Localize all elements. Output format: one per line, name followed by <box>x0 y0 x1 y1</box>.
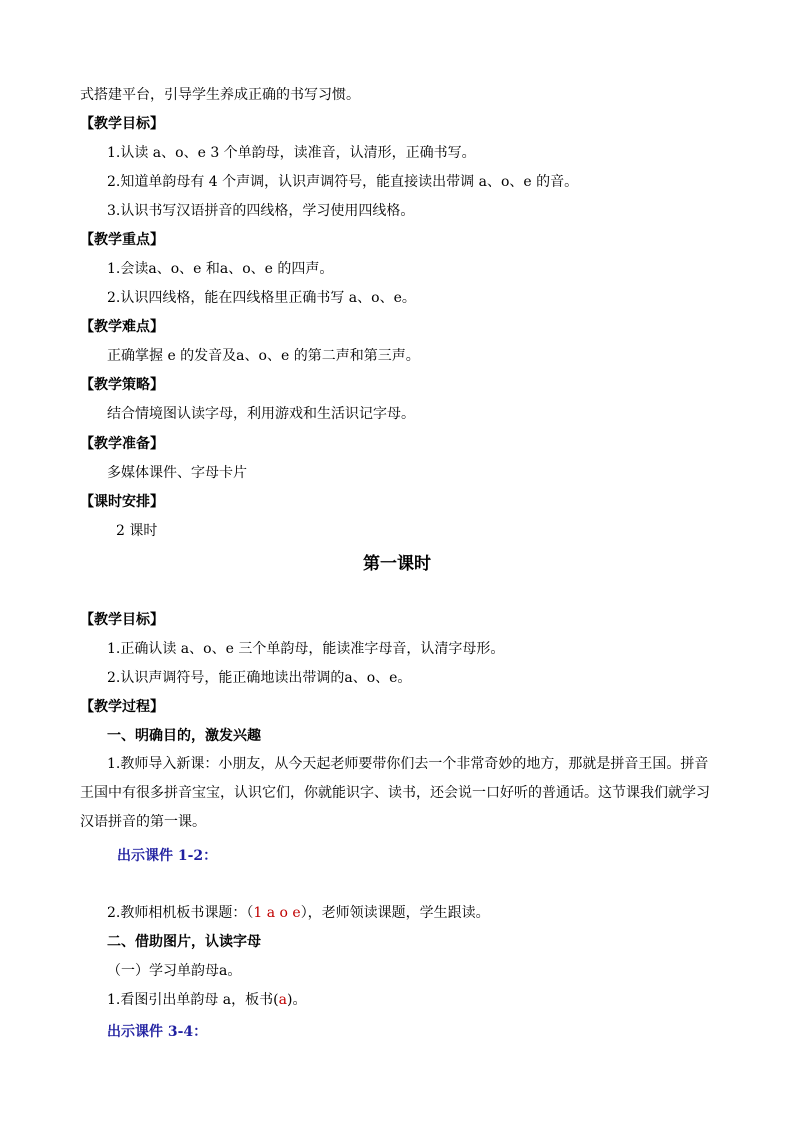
key-point-item: 2.认识四线格，能在四线格里正确书写 a、o、e。 <box>107 290 416 306</box>
step2-item1-post: )。 <box>286 992 307 1008</box>
schedule-text: 2 课时 <box>116 523 158 539</box>
goal-item: 3.认识书写汉语拼音的四线格，学习使用四线格。 <box>107 203 415 219</box>
strategy-text: 结合情境图认读字母，利用游戏和生活识记字母。 <box>107 406 415 422</box>
show-courseware-1: 出示课件 1-2： <box>117 848 218 864</box>
step2-item1-pre: 1.看图引出单韵母 a，板书( <box>107 992 279 1008</box>
step2-item1 <box>107 990 306 1010</box>
lesson-title-board: 1 a o e <box>253 905 301 921</box>
step2-heading: 二、借助图片，认读字母 <box>107 934 261 950</box>
lesson-goals-heading: 【教学目标】 <box>80 612 164 628</box>
difficulties-heading: 【教学难点】 <box>80 319 164 335</box>
lesson-title: 第一课时 <box>363 554 431 574</box>
step1-item2-pre: 2.教师相机板书课题：（ <box>107 905 254 921</box>
strategy-heading: 【教学策略】 <box>80 377 164 393</box>
step1-item2 <box>107 903 490 923</box>
show-courseware-2: 出示课件 3-4： <box>107 1024 208 1040</box>
schedule-heading: 【课时安排】 <box>80 494 164 510</box>
intro-tail-text: 式搭建平台，引导学生养成正确的书写习惯。 <box>80 87 360 103</box>
lesson-goal-item: 1.正确认读 a、o、e 三个单韵母，能读准字母音，认清字母形。 <box>107 641 505 657</box>
step1-heading: 一、明确目的，激发兴趣 <box>107 728 261 744</box>
board-letter-a: a <box>278 992 287 1008</box>
key-points-heading: 【教学重点】 <box>80 232 164 248</box>
process-heading: 【教学过程】 <box>80 699 164 715</box>
lesson-goal-item: 2.认识声调符号，能正确地读出带调的a、o、e。 <box>107 670 412 686</box>
goals-heading: 【教学目标】 <box>80 116 164 132</box>
key-point-item: 1.会读a、o、e 和a、o、e 的四声。 <box>107 261 334 277</box>
preparation-heading: 【教学准备】 <box>80 436 164 452</box>
difficulties-text: 正确掌握 e 的发音及a、o、e 的第二声和第三声。 <box>107 348 420 364</box>
step2-subheading: （一）学习单韵母a。 <box>107 963 242 979</box>
step1-item2-post: ），老师领读课题，学生跟读。 <box>300 905 490 921</box>
step1-paragraph: 1.教师导入新课：小朋友，从今天起老师要带你们去一个非常奇妙的地方，那就是拼音王国。拼音王国中有很多拼音宝宝，认识它们，你就能识字、读书，还会说一口好听的普通话。这节课我们就学习汉语拼音的第一课。 <box>80 756 710 830</box>
goal-item: 2.知道单韵母有 4 个声调，认识声调符号，能直接读出带调 a、o、e 的音。 <box>107 174 579 190</box>
goal-item: 1.认读 a、o、e 3 个单韵母，读准音，认清形，正确书写。 <box>107 145 476 161</box>
preparation-text: 多媒体课件、字母卡片 <box>107 465 247 481</box>
